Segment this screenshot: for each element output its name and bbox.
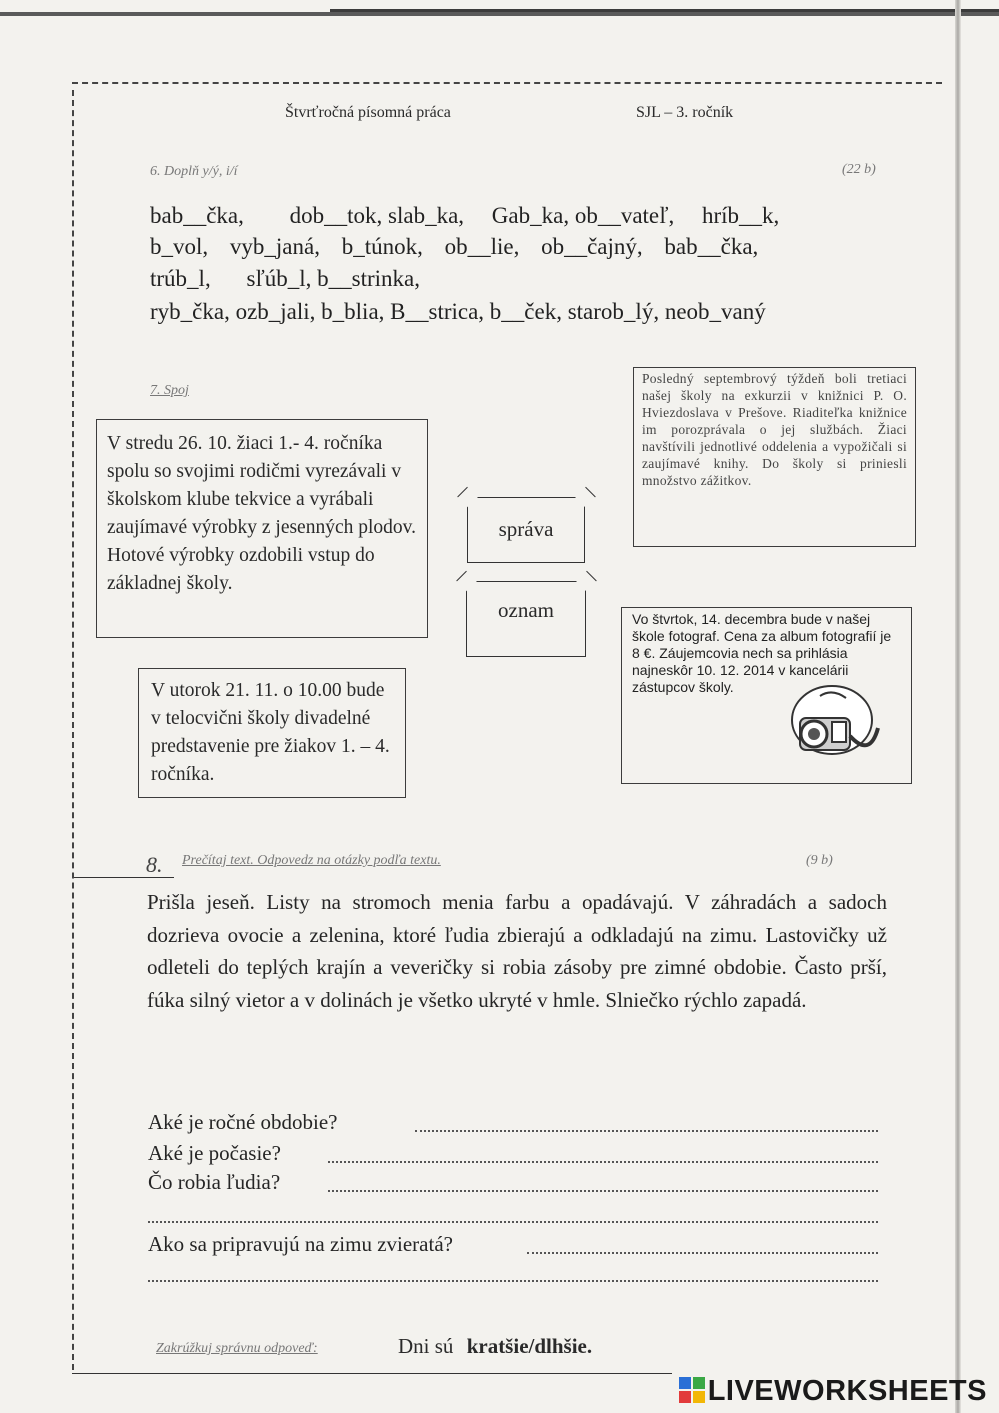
answer-line-6[interactable] — [148, 1280, 878, 1282]
fill-word: dob__tok, slab_ka, — [289, 203, 465, 228]
fill-word: bab__čka, — [664, 234, 759, 259]
task6-row-2 — [150, 231, 910, 262]
tag-oznam[interactable]: oznam — [466, 581, 586, 657]
camera-icon — [770, 678, 888, 766]
fill-word: Gab_ka, ob__vateľ, — [491, 203, 675, 228]
task7-instruction: 7. Spoj — [150, 383, 189, 398]
fill-word: b_túnok, — [341, 234, 423, 259]
fill-word: bab__čka, — [150, 203, 244, 228]
task9-choice[interactable]: kratšie/dlhšie. — [466, 1334, 593, 1358]
text-box-clubs[interactable]: V stredu 26. 10. žiaci 1.- 4. ročníka spolu so svojimi rodičmi vyrezávali v školskom klube tekvice a vyrábali zaujímavé výrobky z jesenných plodov. Hotové výrobky ozdobili vstup do základnej školy. — [96, 419, 428, 638]
fill-word: ob__čajný, — [541, 234, 643, 259]
answer-line-3[interactable] — [328, 1190, 878, 1192]
task6-row-3 — [150, 263, 436, 294]
fill-word: b_vol, — [150, 234, 209, 259]
question-1: Aké je ročné obdobie? — [148, 1110, 338, 1134]
scan-edge-top-2 — [330, 9, 999, 12]
answer-line-2[interactable] — [328, 1161, 878, 1163]
task8-number: 8. — [146, 852, 163, 877]
task9-sentence-text: Dni sú — [398, 1334, 454, 1358]
answer-line-4[interactable] — [148, 1221, 878, 1223]
fill-word: sľúb_l, b__strinka, — [246, 266, 420, 291]
page-border-bottom — [72, 1373, 672, 1374]
task6-instruction: 6. Doplň y/ý, i/í — [150, 164, 238, 179]
header-title: Štvrťročná písomná práca — [285, 104, 451, 121]
divider — [74, 877, 174, 878]
text-box-theatre[interactable]: V utorok 21. 11. o 10.00 bude v telocvični školy divadelné predstavenie pre žiakov 1. – 4. ročníka. — [138, 668, 406, 798]
question-2: Aké je počasie? — [148, 1141, 281, 1165]
text-box-photographer[interactable] — [621, 607, 912, 784]
text-box-library[interactable]: Posledný septembrový týždeň boli tretiaci našej školy na exkurzii v knižnici P. O. Hviezdoslava v Prešove. Riaditeľka knižnice im porozprávala o jej službách. Žiaci navštívili jednotlivé oddelenia a vypožičali si zaujímavé knihy. Do školy si priniesli množstvo zážitkov. — [633, 367, 916, 547]
task9-instruction: Zakrúžkuj správnu odpoveď: — [156, 1341, 318, 1356]
task6-row-1 — [150, 200, 890, 231]
answer-line-1[interactable] — [415, 1130, 878, 1132]
fill-word: vyb_janá, — [229, 234, 320, 259]
page-border-left — [72, 90, 74, 1370]
fill-word: hríb__k, — [701, 203, 780, 228]
reading-text: Prišla jeseň. Listy na stromoch menia farbu a opadávajú. V záhradách a sadoch dozrieva ovocie a zelenina, ktoré ľudia zbierajú a odkladajú na zimu. Lastovičky už odleteli do teplých krajín a veveričky si robia zásoby pre zimné obdobie. Často prší, fúka silný vietor a v dolinách je všetko ukryté v hmle. Slniečko rýchlo zapadá. — [147, 890, 887, 1012]
liveworksheets-logo-icon — [679, 1377, 705, 1403]
brand-text: LIVEWORKSHEETS — [707, 1375, 987, 1407]
fill-word: ob__lie, — [444, 234, 520, 259]
task9-sentence — [398, 1334, 592, 1359]
task8-instruction: Prečítaj text. Odpovedz na otázky podľa textu. — [182, 853, 441, 868]
header-subject: SJL – 3. ročník — [636, 104, 734, 121]
page-border-top — [72, 82, 942, 84]
fill-word: ryb_čka, ozb_jali, b_blia, B__strica, b__ček, starob_lý, neob_vaný — [150, 299, 766, 324]
fill-word: trúb_l, — [150, 266, 211, 291]
task6-row-4 — [150, 296, 782, 327]
photographer-text: Vo štvrtok, 14. decembra bude v našej škole fotograf. Cena za album fotografií je 8 €. Záujemcovia nech sa prihlásia najneskôr 10. 12. 2014 v kancelárii zástupcov školy. — [632, 611, 892, 695]
answer-line-5[interactable] — [527, 1252, 878, 1254]
question-3: Čo robia ľudia? — [148, 1170, 281, 1194]
scan-edge-top — [0, 12, 999, 16]
task8-points: (9 b) — [806, 853, 833, 868]
question-4: Ako sa pripravujú na zimu zvieratá? — [148, 1232, 453, 1256]
scan-edge-right — [955, 0, 961, 1413]
brand-logo — [679, 1375, 987, 1408]
tag-sprava[interactable]: správa — [467, 497, 585, 563]
task6-points: (22 b) — [842, 162, 876, 177]
